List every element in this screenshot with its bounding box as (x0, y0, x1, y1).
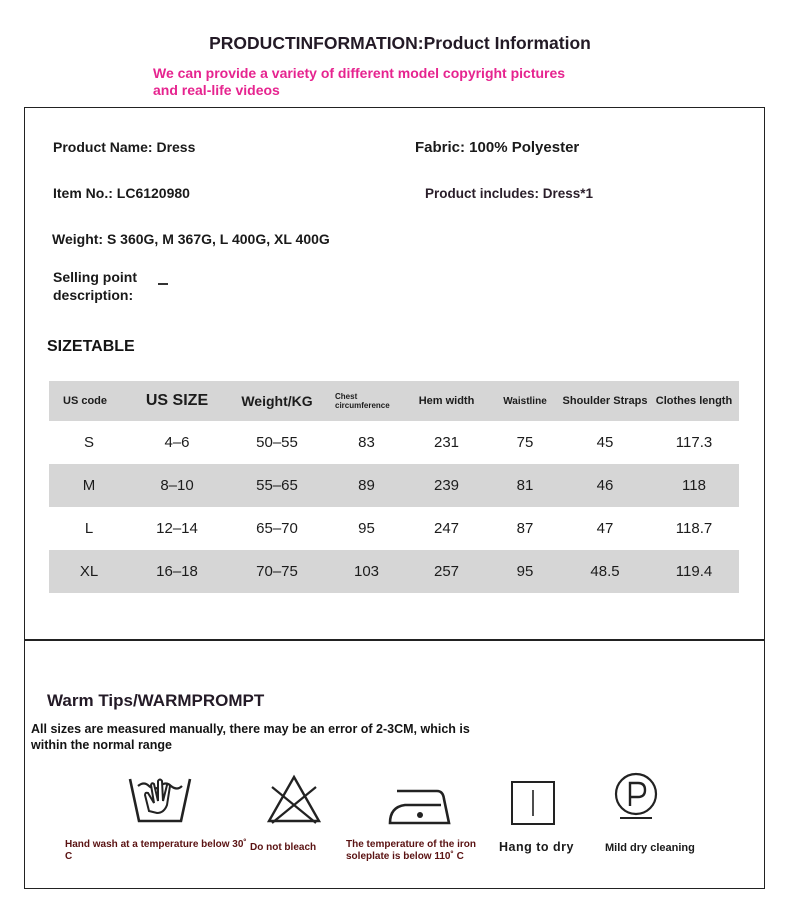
table-cell: L (84, 520, 94, 537)
mild-dry-cleaning-label: Mild dry cleaning (605, 842, 695, 854)
table-header-row (49, 381, 739, 421)
table-cell: 247 (433, 520, 460, 537)
table-row (49, 421, 739, 464)
hand-wash-label: Hand wash at a temperature below 30˚ C (65, 839, 247, 862)
table-cell: 50–55 (256, 434, 298, 451)
product-fabric: Fabric: 100% Polyester (415, 139, 580, 156)
table-cell: 47 (596, 520, 614, 537)
table-cell: 46 (596, 477, 614, 494)
table-cell: 48.5 (590, 563, 620, 580)
table-cell: S (83, 434, 94, 451)
warm-tips-text: All sizes are measured manually, there may be an error of 2-3CM, which is within the normal range (31, 722, 470, 752)
do-not-bleach-icon (265, 773, 323, 825)
column-header: Chest circumference (335, 392, 390, 410)
hand-wash-icon (127, 775, 193, 827)
table-cell: 4–6 (164, 434, 190, 451)
hang-to-dry-label: Hang to dry (499, 840, 574, 854)
column-header: Hem width (418, 394, 475, 407)
table-cell: 87 (516, 520, 534, 537)
product-weight: Weight: S 360G, M 367G, L 400G, XL 400G (52, 231, 330, 247)
table-cell: 119.4 (675, 563, 713, 580)
size-table-title: SIZETABLE (47, 338, 135, 355)
hang-to-dry-icon (510, 780, 556, 826)
iron-temperature-label: The temperature of the iron soleplate is below 110˚ C (346, 839, 477, 862)
table-cell: 45 (596, 434, 614, 451)
table-cell: 103 (353, 563, 380, 580)
table-cell: 118.7 (675, 520, 713, 537)
table-cell: 257 (433, 563, 460, 580)
product-name: Product Name: Dress (53, 139, 196, 155)
table-cell: 239 (433, 477, 460, 494)
table-cell: 81 (516, 477, 534, 494)
do-not-bleach-label: Do not bleach (250, 842, 317, 853)
column-header: Weight/KG (241, 393, 313, 409)
table-cell: 118 (682, 477, 706, 494)
mild-dry-cleaning-icon (612, 772, 660, 820)
column-header: Waistline (503, 395, 547, 407)
table-cell: 65–70 (256, 520, 298, 537)
column-header: US SIZE (145, 392, 209, 409)
table-cell: 16–18 (156, 563, 198, 580)
table-row (49, 550, 739, 593)
table-cell: 95 (358, 520, 375, 537)
table-cell: XL (79, 563, 99, 580)
table-cell: 55–65 (256, 477, 298, 494)
column-header: Clothes length (655, 394, 733, 407)
table-cell: 89 (358, 477, 375, 494)
table-cell: 12–14 (156, 520, 198, 537)
table-cell: M (82, 477, 96, 494)
column-header: Shoulder Straps (562, 394, 648, 407)
table-cell: 95 (516, 563, 534, 580)
product-item-number: Item No.: LC6120980 (53, 185, 190, 201)
table-cell: 117.3 (675, 434, 713, 451)
table-cell: 83 (358, 434, 375, 451)
selling-point-value (158, 283, 168, 285)
page-title: PRODUCTINFORMATION:Product Information (209, 33, 591, 53)
table-cell: 231 (433, 434, 460, 451)
table-cell: 70–75 (256, 563, 298, 580)
size-table (49, 381, 739, 593)
warm-tips-title: Warm Tips/WARMPROMPT (47, 691, 265, 710)
selling-point-label: Selling point description: (53, 269, 137, 303)
product-includes: Product includes: Dress*1 (425, 186, 594, 201)
iron-low-temperature-icon (387, 783, 453, 827)
column-header: US code (63, 394, 108, 407)
table-cell: 75 (516, 434, 534, 451)
table-row (49, 507, 739, 550)
table-cell: 8–10 (160, 477, 194, 494)
copyright-notice: We can provide a variety of different model copyright pictures and real-life videos (153, 65, 566, 98)
table-row (49, 464, 739, 507)
